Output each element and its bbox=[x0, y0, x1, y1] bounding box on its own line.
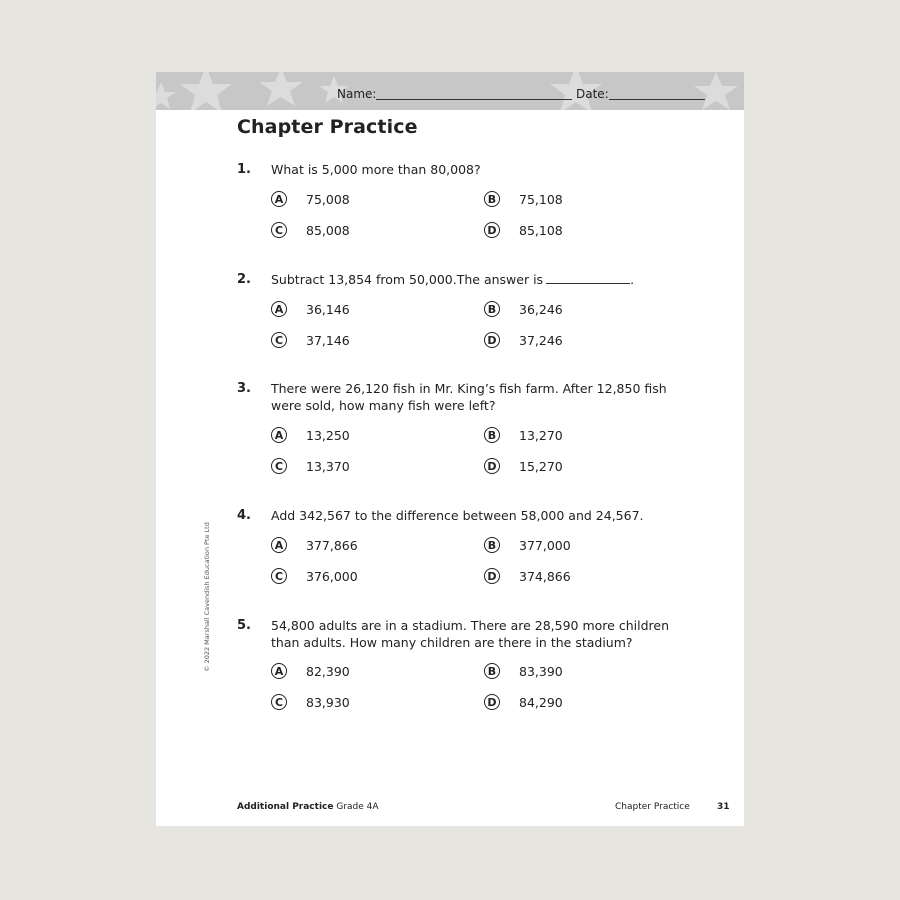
option-a[interactable] bbox=[271, 189, 350, 209]
option-c[interactable] bbox=[271, 220, 350, 240]
question-text: There were 26,120 fish in Mr. King’s fish farm. After 12,850 fish were sold, how many fish were left? bbox=[271, 381, 667, 413]
option-letter: B bbox=[484, 537, 500, 553]
option-letter: D bbox=[484, 568, 500, 584]
option-value: 83,390 bbox=[519, 663, 563, 679]
worksheet-page bbox=[156, 72, 744, 826]
option-b[interactable] bbox=[484, 535, 571, 555]
option-letter: C bbox=[271, 568, 287, 584]
question-number: 5. bbox=[237, 618, 251, 633]
option-letter: B bbox=[484, 191, 500, 207]
option-value: 13,270 bbox=[519, 427, 563, 443]
date-line[interactable] bbox=[609, 99, 705, 100]
footer-section: Chapter Practice bbox=[615, 802, 690, 812]
option-b[interactable] bbox=[484, 189, 563, 209]
question-number: 1. bbox=[237, 162, 251, 177]
option-value: 376,000 bbox=[306, 568, 358, 584]
option-letter: D bbox=[484, 458, 500, 474]
option-a[interactable] bbox=[271, 425, 350, 445]
option-letter: C bbox=[271, 222, 287, 238]
footer-book-name: Additional Practice bbox=[237, 802, 334, 812]
page-title: Chapter Practice bbox=[237, 116, 418, 138]
option-d[interactable] bbox=[484, 692, 563, 712]
option-value: 36,246 bbox=[519, 301, 563, 317]
star-shape bbox=[156, 82, 176, 109]
option-value: 82,390 bbox=[306, 663, 350, 679]
question-text bbox=[271, 271, 701, 288]
name-label: Name: bbox=[337, 87, 377, 101]
option-value: 15,270 bbox=[519, 458, 563, 474]
option-value: 85,008 bbox=[306, 222, 350, 238]
option-value: 37,146 bbox=[306, 332, 350, 348]
option-value: 37,246 bbox=[519, 332, 563, 348]
star-pattern bbox=[156, 72, 744, 110]
option-c[interactable] bbox=[271, 456, 350, 476]
option-letter: A bbox=[271, 301, 287, 317]
option-value: 13,250 bbox=[306, 427, 350, 443]
question-text-start: Subtract 13,854 from 50,000.The answer is bbox=[271, 272, 544, 287]
option-letter: D bbox=[484, 694, 500, 710]
option-value: 36,146 bbox=[306, 301, 350, 317]
option-c[interactable] bbox=[271, 692, 350, 712]
option-letter: D bbox=[484, 332, 500, 348]
option-a[interactable] bbox=[271, 299, 350, 319]
option-c[interactable] bbox=[271, 330, 350, 350]
question-text: Add 342,567 to the difference between 58,000 and 24,567. bbox=[271, 508, 644, 523]
option-letter: C bbox=[271, 458, 287, 474]
date-label: Date: bbox=[576, 87, 609, 101]
answer-blank[interactable] bbox=[546, 273, 630, 284]
question-text: What is 5,000 more than 80,008? bbox=[271, 162, 481, 177]
footer-book-title bbox=[237, 802, 379, 812]
star-shape bbox=[694, 72, 738, 110]
question-number: 3. bbox=[237, 381, 251, 396]
footer-grade: Grade 4A bbox=[336, 802, 379, 812]
page-number: 31 bbox=[717, 802, 730, 812]
option-value: 13,370 bbox=[306, 458, 350, 474]
question-number: 2. bbox=[237, 272, 251, 287]
option-d[interactable] bbox=[484, 456, 563, 476]
question-number: 4. bbox=[237, 508, 251, 523]
option-value: 75,108 bbox=[519, 191, 563, 207]
copyright-notice: © 2022 Marshall Cavendish Education Pte Ltd bbox=[203, 522, 211, 672]
option-a[interactable] bbox=[271, 661, 350, 681]
option-letter: B bbox=[484, 427, 500, 443]
option-b[interactable] bbox=[484, 425, 563, 445]
option-letter: A bbox=[271, 537, 287, 553]
option-d[interactable] bbox=[484, 330, 563, 350]
option-a[interactable] bbox=[271, 535, 358, 555]
option-c[interactable] bbox=[271, 566, 358, 586]
option-value: 377,866 bbox=[306, 537, 358, 553]
option-letter: A bbox=[271, 191, 287, 207]
option-letter: D bbox=[484, 222, 500, 238]
option-letter: C bbox=[271, 694, 287, 710]
option-b[interactable] bbox=[484, 299, 563, 319]
header-band bbox=[156, 72, 744, 110]
option-value: 84,290 bbox=[519, 694, 563, 710]
option-letter: A bbox=[271, 663, 287, 679]
star-shape bbox=[259, 72, 303, 106]
option-letter: B bbox=[484, 301, 500, 317]
option-letter: A bbox=[271, 427, 287, 443]
option-d[interactable] bbox=[484, 566, 571, 586]
option-letter: C bbox=[271, 332, 287, 348]
option-value: 75,008 bbox=[306, 191, 350, 207]
star-shape bbox=[180, 72, 232, 110]
question-text: 54,800 adults are in a stadium. There are 28,590 more children than adults. How many children are there in the stadium? bbox=[271, 618, 669, 650]
option-value: 377,000 bbox=[519, 537, 571, 553]
name-line[interactable] bbox=[376, 99, 572, 100]
option-value: 85,108 bbox=[519, 222, 563, 238]
option-letter: B bbox=[484, 663, 500, 679]
option-d[interactable] bbox=[484, 220, 563, 240]
question-text-end: . bbox=[630, 272, 635, 287]
option-value: 374,866 bbox=[519, 568, 571, 584]
option-b[interactable] bbox=[484, 661, 563, 681]
option-value: 83,930 bbox=[306, 694, 350, 710]
